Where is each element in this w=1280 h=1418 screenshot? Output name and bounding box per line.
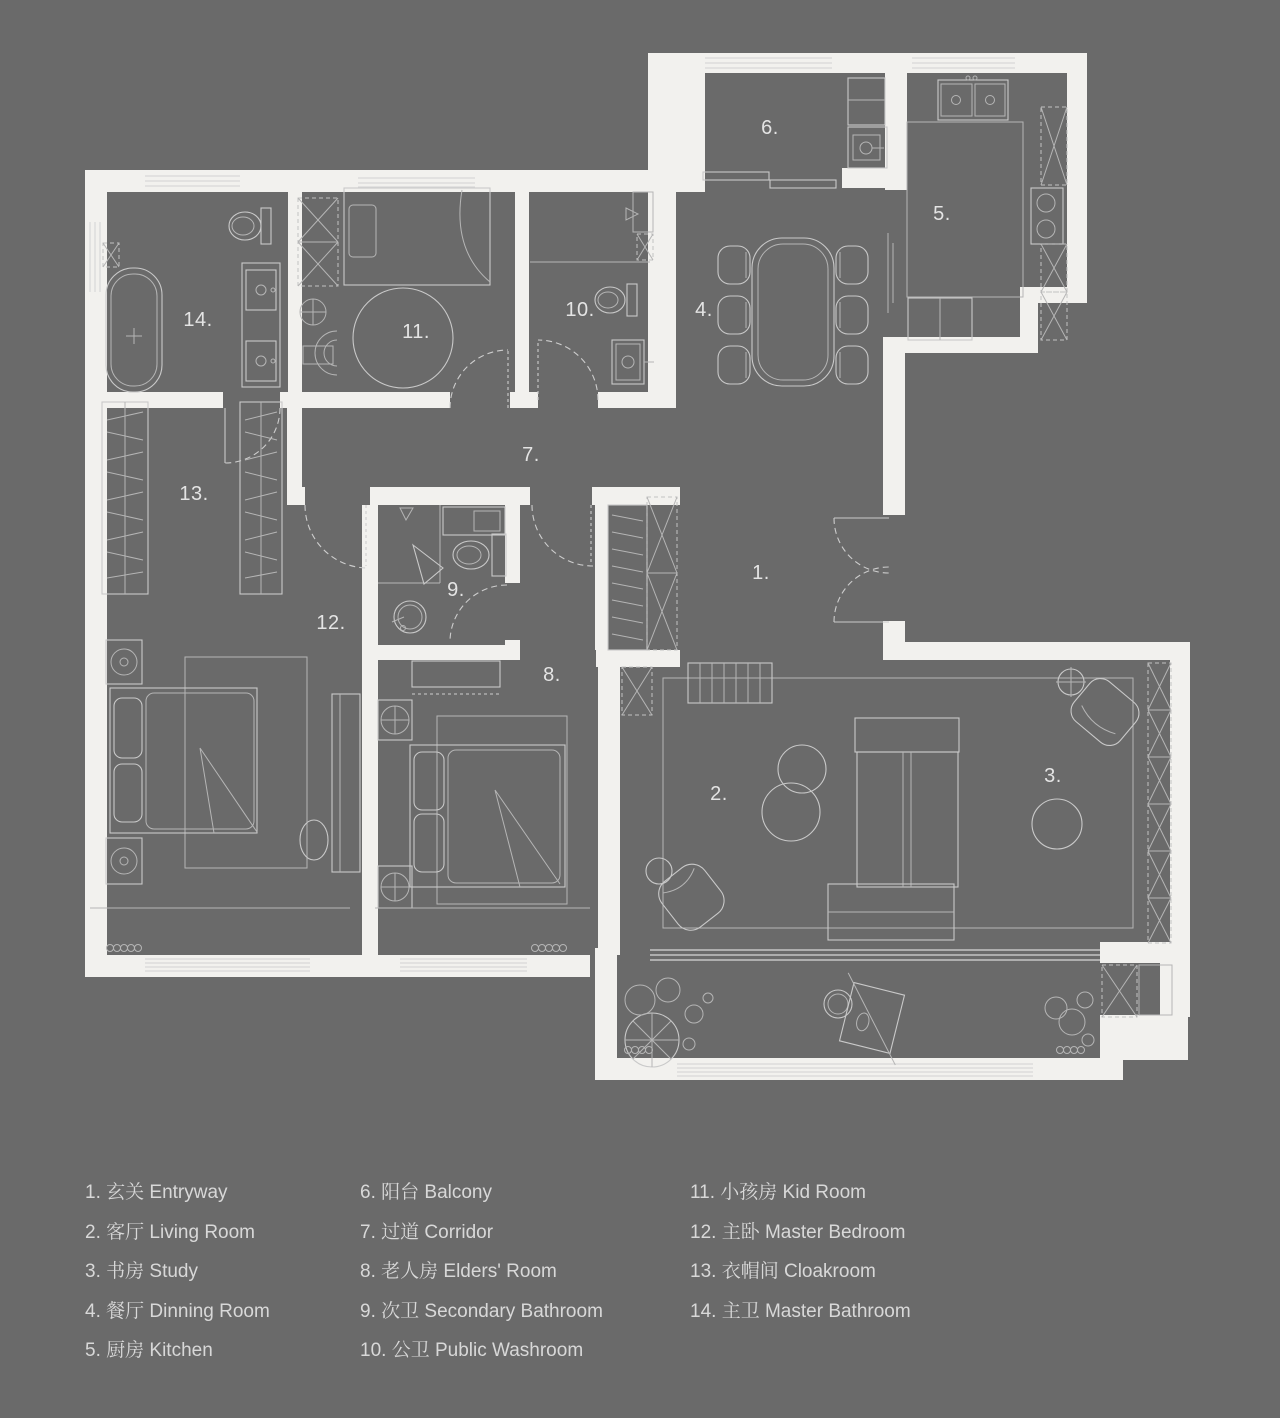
legend-item: 14. 主卫 Master Bathroom (690, 1300, 911, 1322)
master-bedroom-furniture (90, 640, 360, 908)
legend-item: 3. 书房 Study (85, 1261, 198, 1282)
legend-item: 7. 过道 Corridor (360, 1221, 494, 1243)
room-label-balcony: 6. (761, 117, 779, 139)
legend-item: 2. 客厅 Living Room (85, 1221, 256, 1243)
legend-item: 11. 小孩房 Kid Room (690, 1182, 866, 1203)
master-bathroom-fixtures (103, 208, 280, 392)
balcony-appliances (848, 78, 887, 168)
room-label-corridor: 7. (522, 444, 540, 466)
study-furniture (1032, 663, 1171, 943)
room-label-study: 3. (1044, 765, 1062, 787)
legend-item: 6. 阳台 Balcony (360, 1182, 492, 1203)
public-washroom-fixtures (530, 192, 654, 384)
legend-item: 5. 厨房 Kitchen (85, 1340, 213, 1361)
kid-room-door (450, 350, 508, 408)
doors (225, 340, 889, 642)
furniture (90, 76, 1172, 1067)
washroom-door (538, 340, 598, 400)
legend-item: 1. 玄关 Entryway (85, 1182, 228, 1203)
room-label-living-room: 2. (710, 783, 728, 805)
legend-item: 9. 次卫 Secondary Bathroom (360, 1300, 603, 1322)
legend-column-3 (690, 1180, 911, 1338)
legend-column-2 (360, 1180, 603, 1378)
legend (0, 1180, 1280, 1390)
legend-item: 8. 老人房 Elders' Room (360, 1261, 557, 1282)
balcony-sliding-door (703, 172, 836, 188)
dining-set (718, 238, 868, 386)
legend-item: 4. 餐厅 Dinning Room (85, 1300, 270, 1322)
legend-item: 12. 主卧 Master Bedroom (690, 1221, 906, 1243)
kid-room-furniture (298, 188, 490, 388)
legend-item: 13. 衣帽间 Cloakroom (690, 1261, 876, 1282)
room-label-master-bedroom: 12. (316, 612, 346, 634)
legend-item: 10. 公卫 Public Washroom (360, 1340, 584, 1361)
walls (85, 53, 1190, 1080)
room-label-dinning-room: 4. (695, 299, 713, 321)
room-label-secondary-bathroom: 9. (447, 579, 465, 601)
master-bathroom-door (225, 408, 280, 463)
entry-double-door (834, 518, 889, 622)
room-label-kitchen: 5. (933, 203, 951, 225)
elders-room-furniture (375, 661, 590, 908)
secondary-bathroom-fixtures (378, 505, 506, 633)
master-suite-door (305, 505, 368, 568)
elders-room-door (532, 505, 593, 566)
room-label-entryway: 1. (752, 562, 770, 584)
room-label-master-bathroom: 14. (183, 309, 213, 331)
room-labels (179, 117, 1062, 805)
room-label-public-washroom: 10. (565, 299, 595, 321)
room-label-cloakroom: 13. (179, 483, 209, 505)
room-label-kid-room: 11. (402, 321, 430, 343)
legend-column-1 (85, 1180, 270, 1378)
room-label-elders-room: 8. (543, 664, 561, 686)
window-living-terrace (650, 950, 1100, 960)
